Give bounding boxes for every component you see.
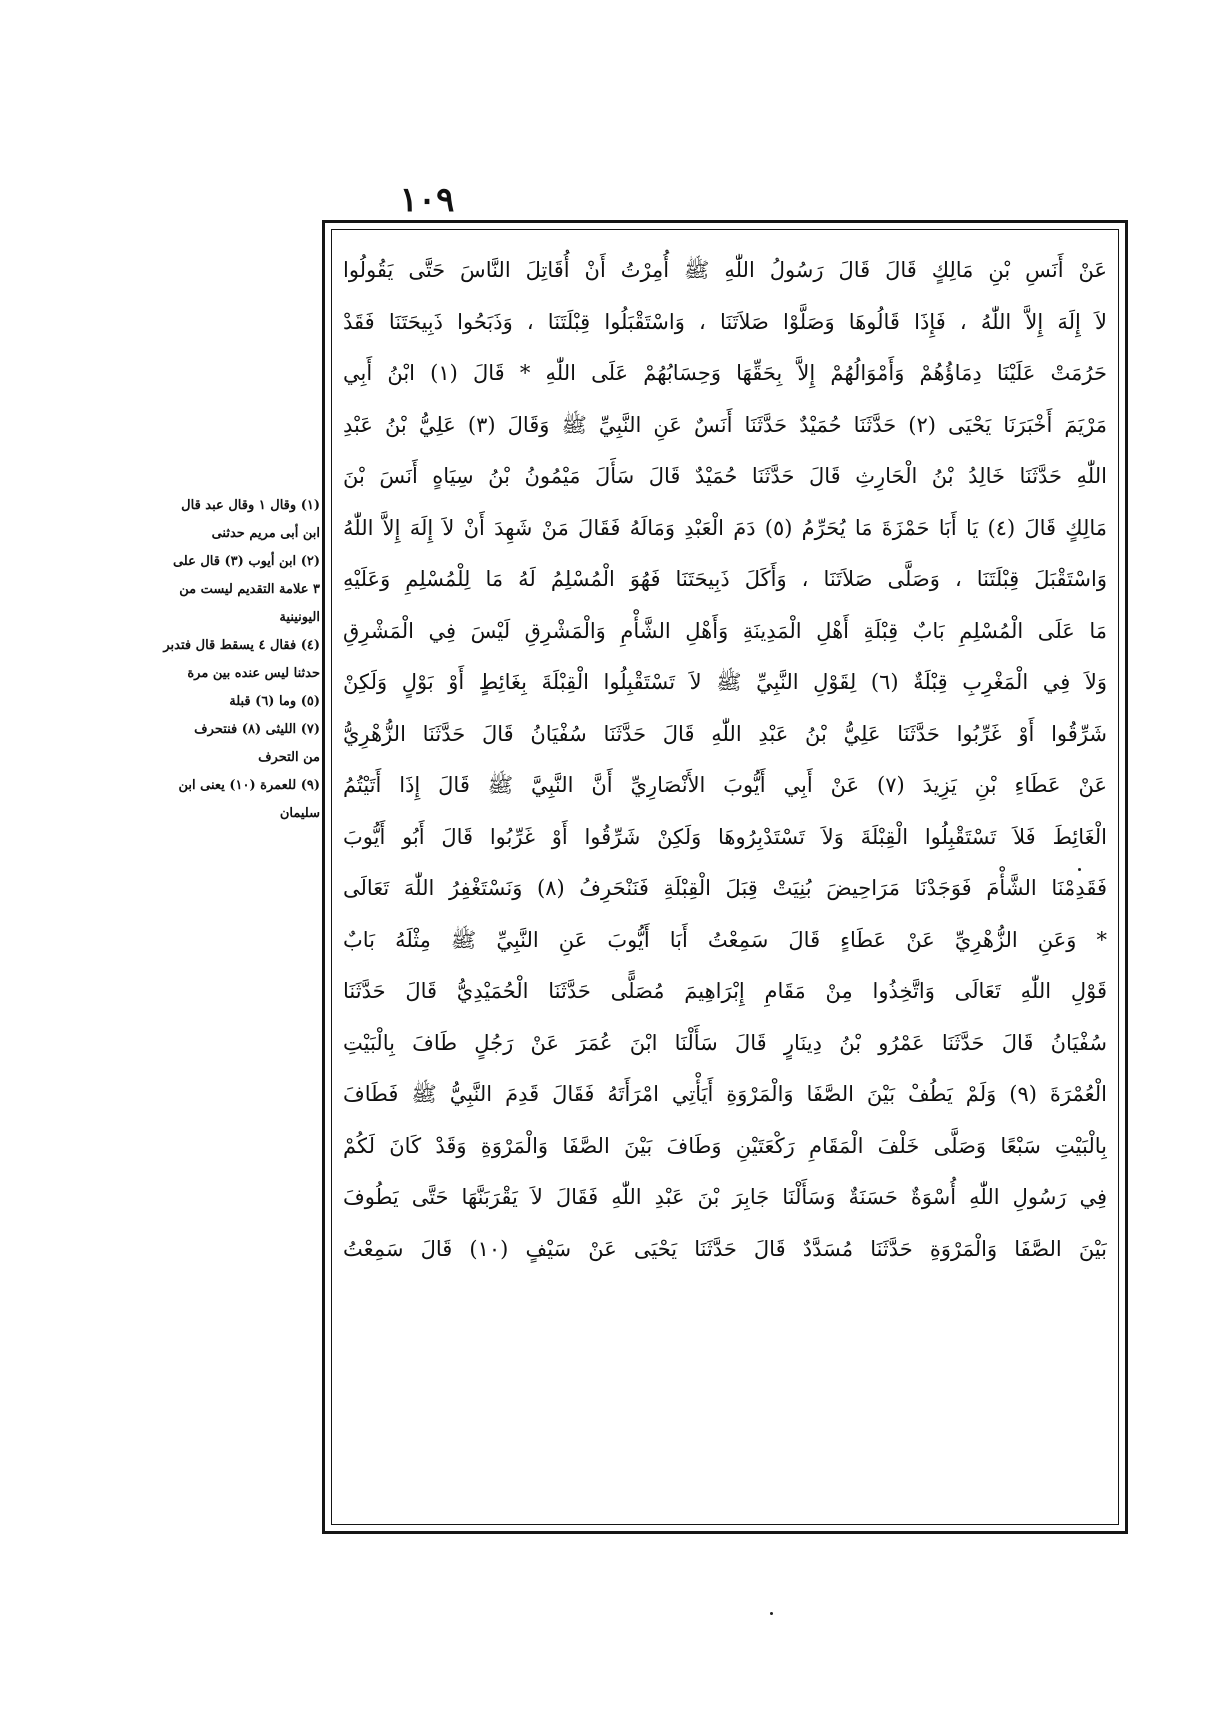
margin-note: حدثنا ليس عنده بين مرة [187, 666, 320, 681]
text-line: فَقَدِمْنَا الشَّأْمَ فَوَجَدْنَا مَرَاحِيضَ بُنِيَتْ قِبَلَ الْقِبْلَةِ فَنَنْحَرِفُ (٨) وَنَسْتَغْفِرُ اللّٰهَ تَعَالَى [343, 876, 1107, 900]
text-line [343, 1327, 1107, 1379]
text-line: وَلاَ فِي الْمَغْرِبِ قِبْلَةٌ (٦) لِقَوْلِ النَّبِيِّ ﷺ لاَ تَسْتَقْبِلُوا الْقِبْلَةَ بِغَائِطٍ أَوْ بَوْلٍ وَلَكِنْ [343, 670, 1107, 694]
text-line: بِالْبَيْتِ سَبْعًا وَصَلَّى خَلْفَ الْمَقَامِ رَكْعَتَيْنِ وَطَافَ بَيْنَ الصَّفَا وَالْمَرْوَةِ وَقَدْ كَانَ لَكُمْ [343, 1133, 1107, 1158]
margin-note: ٣ علامة التقديم ليست من [179, 582, 320, 597]
text-line [343, 1481, 1107, 1533]
margin-note: (٥) وما (٦) قبلة [229, 694, 320, 709]
text-line: وَاسْتَقْبَلَ قِبْلَتَنَا ، وَصَلَّى صَلاَتَنَا ، وَأَكَلَ ذَبِيحَتَنَا فَهُوَ الْمُسْلِمُ لَهُ مَا لِلْمُسْلِمِ وَعَلَيْهِ [343, 567, 1107, 591]
margin-note: (٩) للعمرة (١٠) يعنى ابن [178, 778, 320, 793]
main-text-block [343, 245, 1107, 1533]
text-line: فِي رَسُولِ اللّٰهِ أُسْوَةٌ حَسَنَةٌ وَسَأَلْنَا جَابِرَ بْنَ عَبْدِ اللّٰهِ فَقَالَ لاَ يَقْرَبَنَّهَا حَتَّى يَطُوفَ [343, 1185, 1107, 1209]
margin-note: (٧) الليثى (٨) فنتحرف [194, 722, 320, 737]
text-line: الْعُمْرَةَ (٩) وَلَمْ يَطُفْ بَيْنَ الصَّفَا وَالْمَرْوَةِ أَيَأْتِي امْرَأَتَهُ فَقَالَ قَدِمَ النَّبِيُّ ﷺ فَطَافَ [343, 1082, 1107, 1106]
scan-speck [770, 1612, 773, 1615]
page-number: ١٠٩ [399, 180, 455, 220]
text-line: بَيْنَ الصَّفَا وَالْمَرْوَةِ حَدَّثَنَا مُسَدَّدٌ قَالَ حَدَّثَنَا يَحْيَى عَنْ سَيْفٍ (١٠) قَالَ سَمِعْتُ [343, 1236, 1107, 1261]
text-line: مَالِكٍ قَالَ (٤) يَا أَبَا حَمْزَةَ مَا يُحَرِّمُ (٥) دَمَ الْعَبْدِ وَمَالَهُ فَقَالَ مَنْ شَهِدَ أَنْ لاَ إِلَهَ إِلاَّ اللّٰهُ [343, 515, 1107, 540]
text-line: مَرْيَمَ أَخْبَرَنَا يَحْيَى (٢) حَدَّثَنَا حُمَيْدٌ حَدَّثَنَا أَنَسٌ عَنِ النَّبِيِّ ﷺ وَقَالَ (٣) عَلِيُّ بْنُ عَبْدِ [343, 412, 1107, 437]
margin-note: (٤) فقال ٤ يسقط قال فتدبر [163, 638, 320, 653]
text-line: عَنْ عَطَاءِ بْنِ يَزِيدَ (٧) عَنْ أَبِي أَيُّوبَ الأَنْصَارِيِّ أَنَّ النَّبِيَّ ﷺ قَالَ إِذَا أَتَيْتُمُ [343, 773, 1107, 797]
margin-note: (٢) ابن أيوب (٣) قال على [172, 554, 320, 569]
text-line: اللّٰهِ حَدَّثَنَا خَالِدُ بْنُ الْحَارِثِ قَالَ حَدَّثَنَا حُمَيْدٌ قَالَ سَأَلَ مَيْمُونُ بْنُ سِيَاهٍ أَنَسَ بْنَ [343, 464, 1107, 488]
text-line: سُفْيَانُ قَالَ حَدَّثَنَا عَمْرُو بْنُ دِينَارٍ قَالَ سَأَلْنَا ابْنَ عُمَرَ عَنْ رَجُلٍ طَافَ بِالْبَيْتِ [343, 1030, 1107, 1055]
margin-note: (١) وقال ١ وقال عبد قال [181, 498, 320, 513]
margin-note: من التحرف [258, 750, 320, 765]
text-line: * وَعَنِ الزُّهْرِيِّ عَنْ عَطَاءٍ قَالَ سَمِعْتُ أَبَا أَيُّوبَ عَنِ النَّبِيِّ ﷺ مِثْلَهُ بَابٌ [343, 927, 1107, 952]
text-frame [322, 220, 1128, 1534]
text-line: الْغَائِطَ فَلاَ تَسْتَقْبِلُوا الْقِبْلَةَ وَلاَ تَسْتَدْبِرُوهَا وَلَكِنْ شَرِّقُوا أَوْ غَرِّبُوا قَالَ أَبُو أَيُّوبَ [343, 824, 1107, 849]
text-line: عَنْ أَنَسِ بْنِ مَالِكٍ قَالَ قَالَ رَسُولُ اللّٰهِ ﷺ أُمِرْتُ أَنْ أُقَاتِلَ النَّاسَ حَتَّى يَقُولُوا [343, 258, 1107, 282]
text-line: مَا عَلَى الْمُسْلِمِ بَابٌ قِبْلَةِ أَهْلِ الْمَدِينَةِ وَأَهْلِ الشَّأْمِ وَالْمَشْرِقِ لَيْسَ فِي الْمَشْرِقِ [343, 618, 1107, 643]
scan-speck [1078, 868, 1081, 871]
text-line: شَرِّقُوا أَوْ غَرِّبُوا حَدَّثَنَا عَلِيُّ بْنُ عَبْدِ اللّٰهِ قَالَ حَدَّثَنَا سُفْيَانُ قَالَ حَدَّثَنَا الزُّهْرِيُّ [343, 721, 1107, 746]
text-line [343, 1275, 1107, 1327]
text-line: حَرُمَتْ عَلَيْنَا دِمَاؤُهُمْ وَأَمْوَالُهُمْ إِلاَّ بِحَقِّهَا وَحِسَابُهُمْ عَلَى اللّٰهِ * قَالَ (١) ابْنُ أَبِي [343, 361, 1107, 385]
text-line [343, 1378, 1107, 1430]
text-line: لاَ إِلَهَ إِلاَّ اللّٰهُ ، فَإِذَا قَالُوهَا وَصَلَّوْا صَلاَتَنَا ، وَاسْتَقْبَلُوا قِبْلَتَنَا ، وَذَبَحُوا ذَبِيحَتَنَا فَقَدْ [343, 309, 1107, 334]
text-line: قَوْلِ اللّٰهِ تَعَالَى وَاتَّخِذُوا مِنْ مَقَامِ إِبْرَاهِيمَ مُصَلًّى حَدَّثَنَا الْحُمَيْدِيُّ قَالَ حَدَّثَنَا [343, 979, 1107, 1003]
margin-note: اليونينية [279, 610, 320, 625]
text-line [343, 1430, 1107, 1482]
margin-note: سليمان [279, 806, 320, 821]
margin-notes [148, 492, 320, 828]
margin-note: ابن أبى مريم حدثنى [211, 526, 320, 541]
